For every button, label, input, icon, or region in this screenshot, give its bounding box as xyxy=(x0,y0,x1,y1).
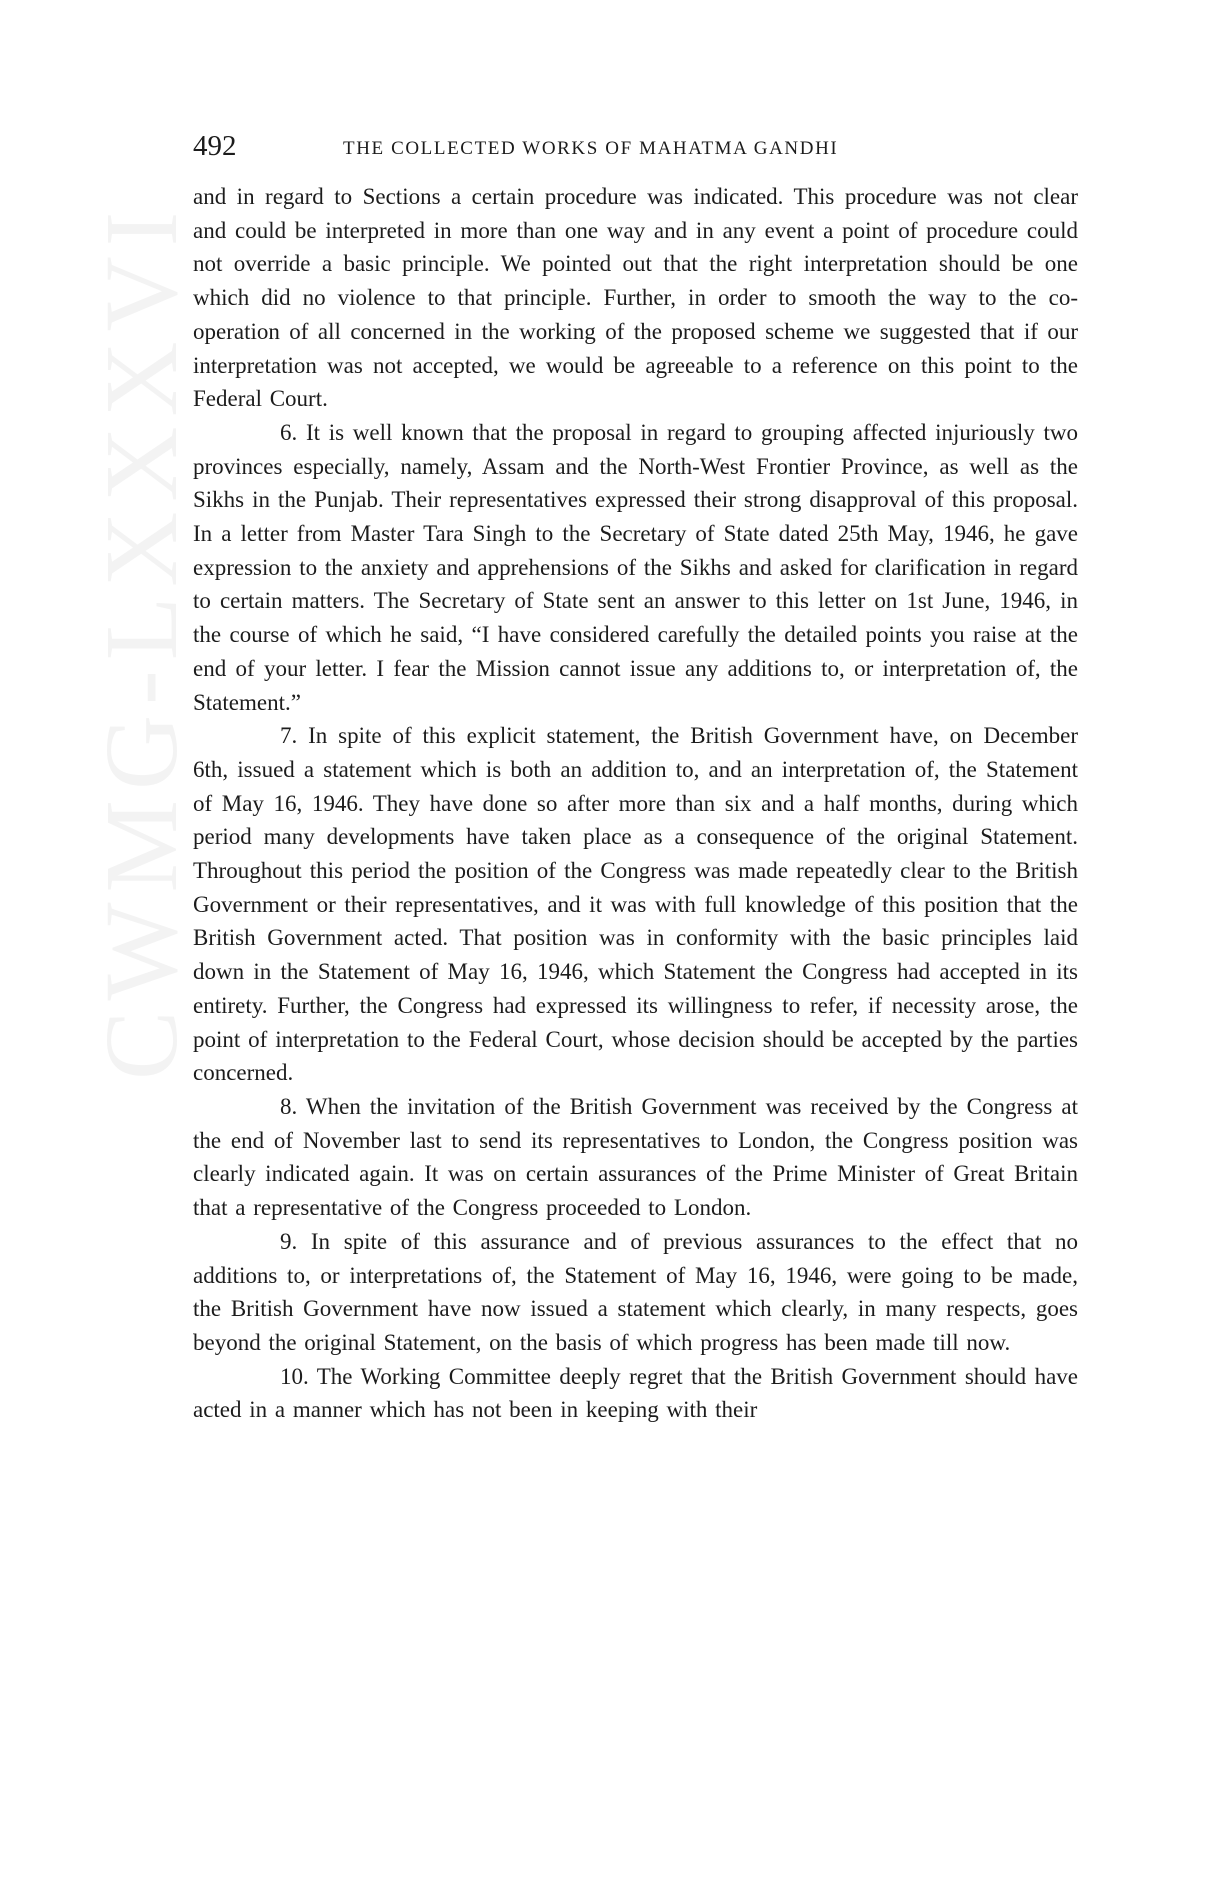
paragraph-6: 6. It is well known that the proposal in regard to grouping affected injuriously two provinces especially, namely, Assam and the North-West Frontier Province, as well as the Sikhs in the Punjab. Their representatives expressed their strong disapproval of this proposal. In a letter from Master Tara Singh to the Secretary of State dated 25th May, 1946, he gave expression to the anxiety and apprehensions of the Sikhs and asked for clarification in regard to certain matters. The Secretary of State sent an answer to this letter on 1st June, 1946, in the course of which he said, “I have considered carefully the detailed points you raise at the end of your letter. I fear the Mission cannot issue any additions to, or interpretation of, the Statement.” xyxy=(193,419,1078,715)
paragraph-8: 8. When the invitation of the British Government was received by the Congress at the end of November last to send its representatives to London, the Congress position was clearly indicated again. It was on certain assurances of the Prime Minister of Great Britain that a representative of the Congress proceeded to London. xyxy=(193,1093,1078,1221)
running-head: THE COLLECTED WORKS OF MAHATMA GANDHI xyxy=(343,138,839,159)
page-header xyxy=(193,130,1078,174)
paragraph-7: 7. In spite of this explicit statement, the British Government have, on December 6th, issued a statement which is both an addition to, and an interpretation of, the Statement of May 16, 1946. They have done so after more than six and a half months, during which period many developments have taken place as a consequence of the original Statement. Throughout this period the position of the Congress was made repeatedly clear to the British Government or their representatives, and it was with full knowledge of this position that the British Government acted. That position was in conformity with the basic principles laid down in the Statement of May 16, 1946, which Statement the Congress had accepted in its entirety. Further, the Congress had expressed its willingness to refer, if necessity arose, the point of interpretation to the Federal Court, whose decision should be accepted by the parties concerned. xyxy=(193,723,1078,1086)
paragraph-continued: and in regard to Sections a certain procedure was indicated. This procedure was not clear and could be interpreted in more than one way and in any event a point of procedure could not override a basic principle. We pointed out that the right interpretation should be one which did no violence to that principle. Further, in order to smooth the way to the co-operation of all concerned in the working of the proposed scheme we suggested that if our interpretation was not accepted, we would be agreeable to a reference on this point to the Federal Court. xyxy=(193,184,1078,412)
page xyxy=(193,130,1078,1427)
paragraph-9: 9. In spite of this assurance and of previous assurances to the effect that no additions to, or interpretations of, the Statement of May 16, 1946, were going to be made, the British Government have now issued a statement which clearly, in many respects, goes beyond the original Statement, on the basis of which progress has been made till now. xyxy=(193,1228,1078,1355)
paragraph-10: 10. The Working Committee deeply regret that the British Government should have acted in a manner which has not been in keeping with their xyxy=(193,1363,1078,1423)
watermark-text: CWMG-LXXXVI xyxy=(84,201,199,1080)
page-number: 492 xyxy=(193,130,237,162)
body-text xyxy=(193,180,1078,1427)
